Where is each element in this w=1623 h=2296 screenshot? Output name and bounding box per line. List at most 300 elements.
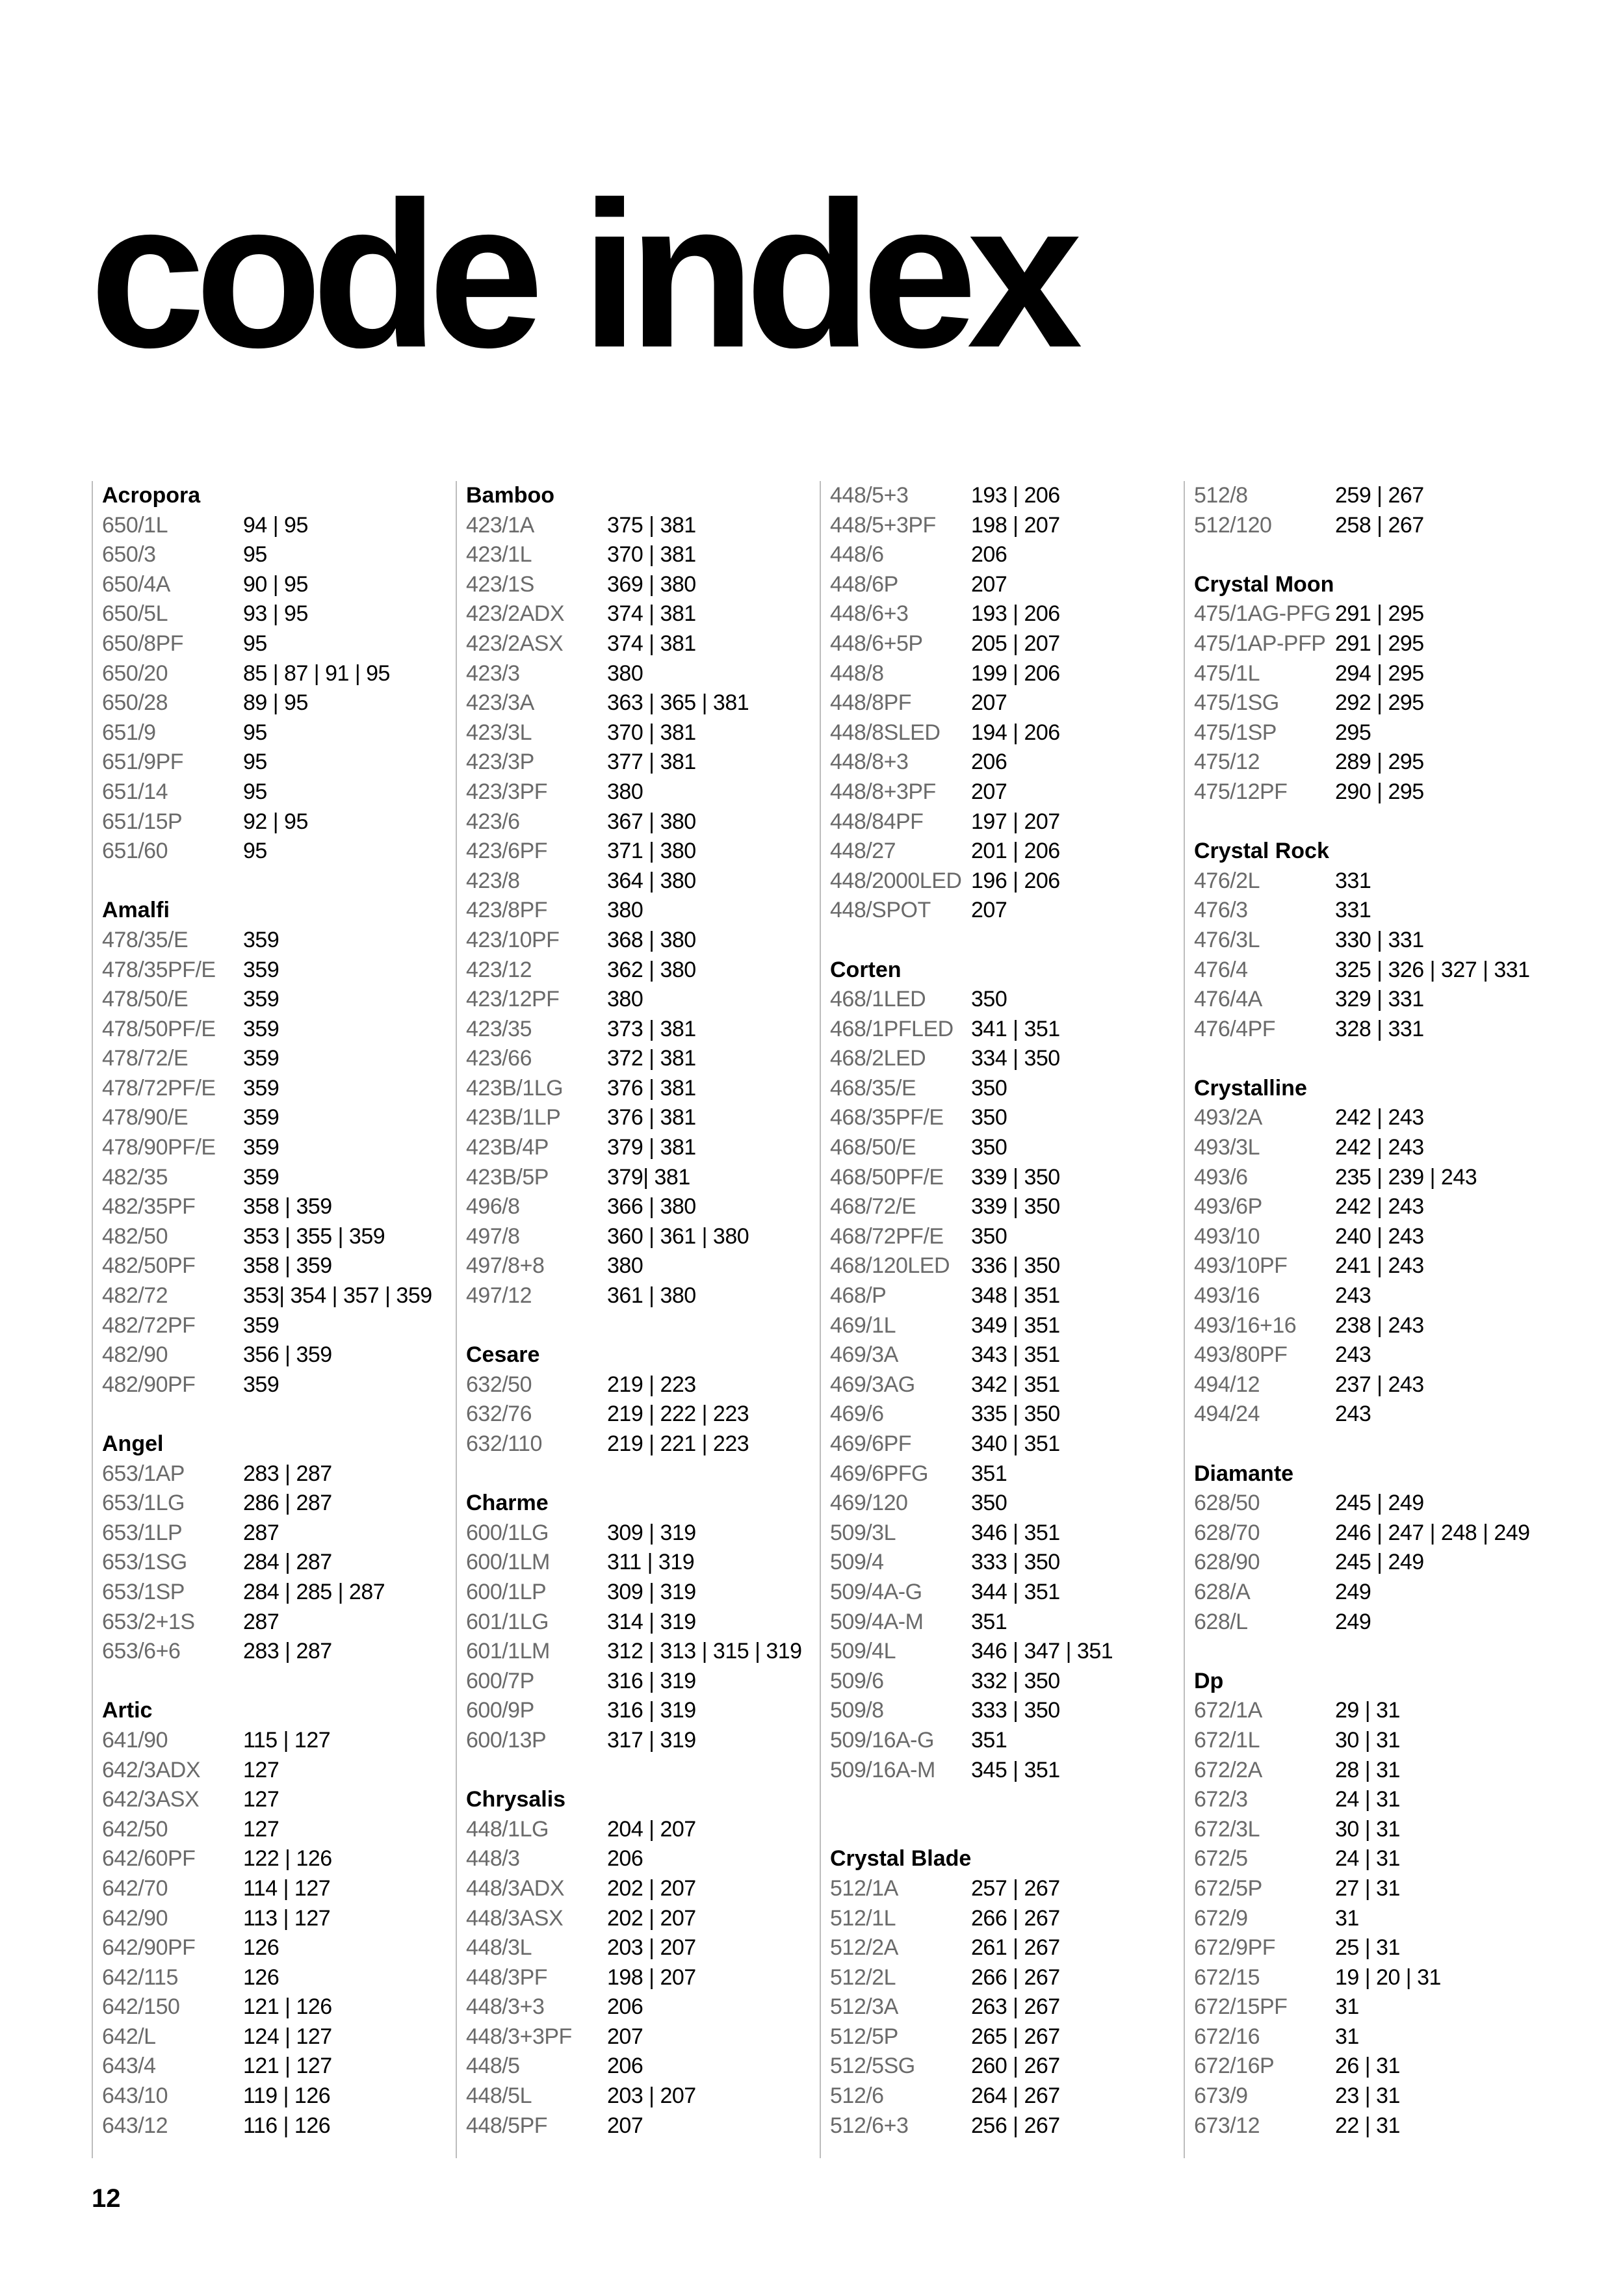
product-code: 468/50/E	[830, 1135, 916, 1160]
index-row	[102, 1163, 456, 1193]
page-references: 206	[607, 2054, 643, 2079]
page-references: 380	[607, 987, 643, 1012]
page-references: 24 | 31	[1335, 1787, 1400, 1812]
page-references: 351	[971, 1609, 1007, 1634]
index-row	[102, 1281, 456, 1311]
page-references: 358 | 359	[243, 1253, 332, 1279]
page-references: 370 | 381	[607, 542, 696, 567]
index-row	[1194, 629, 1548, 659]
product-code: 509/4A-G	[830, 1579, 922, 1604]
index-row	[1194, 718, 1548, 748]
product-code: 512/5SG	[830, 2054, 915, 2079]
index-row	[830, 2052, 1184, 2081]
page-references: 198 | 207	[971, 512, 1060, 538]
product-code: 448/8SLED	[830, 720, 941, 745]
product-code: 650/1L	[102, 512, 168, 538]
group-heading: Crystal Moon	[1194, 571, 1334, 597]
product-code: 448/3ASX	[466, 1905, 564, 1931]
product-code: 643/4	[102, 2054, 156, 2079]
product-code: 468/P	[830, 1283, 887, 1309]
page-references: 249	[1335, 1609, 1371, 1634]
index-row	[1194, 659, 1548, 689]
group-heading: Dp	[1194, 1668, 1224, 1693]
page-references: 380	[607, 1253, 643, 1279]
index-row	[466, 1874, 820, 1904]
product-code: 642/90	[102, 1905, 168, 1931]
page-references: 359	[243, 927, 279, 952]
index-row	[466, 1578, 820, 1608]
product-code: 423/6PF	[466, 839, 548, 864]
page-references: 283 | 287	[243, 1639, 332, 1664]
page-references: 127	[243, 1757, 279, 1782]
product-code: 423/8	[466, 868, 520, 893]
product-code: 423/1L	[466, 542, 532, 567]
product-code: 632/50	[466, 1372, 532, 1397]
page-references: 266 | 267	[971, 1964, 1060, 1990]
product-code: 509/8	[830, 1698, 884, 1723]
page-references: 344 | 351	[971, 1579, 1060, 1604]
product-code: 469/6PF	[830, 1431, 912, 1456]
page-references: 22 | 31	[1335, 2113, 1400, 2138]
product-code: 468/35/E	[830, 1075, 916, 1101]
product-code: 642/90PF	[102, 1935, 196, 1961]
product-code: 493/3L	[1194, 1135, 1260, 1160]
page-references: 89 | 95	[243, 690, 308, 716]
product-code: 482/90PF	[102, 1372, 196, 1397]
page-references: 92 | 95	[243, 809, 308, 834]
index-row	[830, 1163, 1184, 1193]
product-code: 673/9	[1194, 2083, 1248, 2109]
product-code: 632/110	[466, 1431, 542, 1456]
index-row	[1194, 1904, 1548, 1934]
product-code: 628/70	[1194, 1520, 1260, 1545]
index-row	[830, 1489, 1184, 1519]
index-row	[466, 2022, 820, 2052]
product-code: 672/9	[1194, 1905, 1248, 1931]
page-references: 119 | 126	[243, 2083, 331, 2109]
page-references: 359	[243, 987, 279, 1012]
page-references: 362 | 380	[607, 957, 696, 982]
index-group	[1194, 837, 1548, 1044]
page-references: 376 | 381	[607, 1075, 696, 1101]
index-row	[830, 481, 1184, 511]
group-heading: Acropora	[102, 483, 201, 508]
index-row	[830, 1281, 1184, 1311]
product-code: 672/3L	[1194, 1816, 1260, 1842]
index-row	[830, 985, 1184, 1015]
index-row	[830, 1429, 1184, 1459]
product-code: 423B/4P	[466, 1135, 549, 1160]
product-code: 601/1LG	[466, 1609, 549, 1634]
index-row	[466, 1963, 820, 1993]
page-references: 353 | 355 | 359	[243, 1223, 385, 1249]
page-references: 353| 354 | 357 | 359	[243, 1283, 432, 1309]
product-code: 448/2000LED	[830, 868, 962, 893]
page-references: 291 | 295	[1335, 631, 1424, 656]
product-code: 600/1LG	[466, 1520, 549, 1545]
product-code: 509/16A-G	[830, 1727, 934, 1753]
index-group	[830, 481, 1184, 926]
index-row	[102, 1578, 456, 1608]
index-row	[466, 1696, 820, 1726]
index-row	[830, 1726, 1184, 1756]
index-row	[102, 1608, 456, 1637]
product-code: 653/1AP	[102, 1461, 185, 1486]
product-code: 448/3L	[466, 1935, 532, 1961]
index-row	[466, 1933, 820, 1963]
index-row	[830, 1192, 1184, 1222]
page-references: 116 | 126	[243, 2113, 331, 2138]
product-code: 423/12PF	[466, 987, 560, 1012]
product-code: 423B/1LP	[466, 1105, 561, 1130]
page-references: 113 | 127	[243, 1905, 331, 1931]
index-column	[456, 481, 820, 2158]
page-references: 368 | 380	[607, 927, 696, 952]
index-row	[1194, 1015, 1548, 1045]
page-references: 339 | 350	[971, 1194, 1060, 1220]
page-references: 309 | 319	[607, 1579, 696, 1604]
product-code: 600/1LM	[466, 1550, 550, 1575]
page-references: 202 | 207	[607, 1905, 696, 1931]
page-references: 380	[607, 779, 643, 804]
product-code: 448/3+3	[466, 1994, 545, 2020]
product-code: 497/8+8	[466, 1253, 545, 1279]
index-row	[102, 1103, 456, 1133]
index-row	[830, 1340, 1184, 1370]
product-code: 469/3AG	[830, 1372, 915, 1397]
index-row	[102, 1074, 456, 1104]
index-row	[830, 1459, 1184, 1489]
product-code: 642/60PF	[102, 1846, 196, 1872]
product-code: 512/3A	[830, 1994, 898, 2020]
index-row	[466, 777, 820, 807]
index-row	[830, 1370, 1184, 1400]
product-code: 448/5PF	[466, 2113, 548, 2138]
product-code: 653/2+1S	[102, 1609, 195, 1634]
group-heading: Charme	[466, 1491, 549, 1516]
index-row	[466, 688, 820, 718]
index-row	[1194, 1815, 1548, 1845]
page-references: 376 | 381	[607, 1105, 696, 1130]
page-references: 316 | 319	[607, 1668, 696, 1693]
index-row	[830, 1044, 1184, 1074]
page-references: 207	[971, 898, 1007, 923]
product-code: 628/L	[1194, 1609, 1248, 1634]
index-row	[830, 1251, 1184, 1281]
index-row	[830, 1933, 1184, 1963]
page-references: 373 | 381	[607, 1016, 696, 1041]
index-row	[830, 1608, 1184, 1637]
page-references: 356 | 359	[243, 1342, 332, 1368]
page-references: 367 | 380	[607, 809, 696, 834]
page-references: 289 | 295	[1335, 750, 1424, 775]
product-code: 476/3L	[1194, 927, 1260, 952]
index-row	[466, 1251, 820, 1281]
product-code: 478/72/E	[102, 1046, 188, 1071]
index-group	[1194, 481, 1548, 540]
page-references: 206	[607, 1994, 643, 2020]
page-references: 207	[971, 779, 1007, 804]
index-row	[466, 629, 820, 659]
page-references: 219 | 221 | 223	[607, 1431, 749, 1456]
product-code: 475/1L	[1194, 660, 1260, 686]
index-row	[466, 1370, 820, 1400]
index-row	[466, 1163, 820, 1193]
product-code: 632/76	[466, 1402, 532, 1427]
page-references: 375 | 381	[607, 512, 696, 538]
page-references: 31	[1335, 2024, 1359, 2049]
index-row	[1194, 1933, 1548, 1963]
index-row	[102, 956, 456, 985]
index-row	[102, 1340, 456, 1370]
index-row	[830, 777, 1184, 807]
page-references: 243	[1335, 1283, 1371, 1309]
index-row	[1194, 896, 1548, 926]
group-heading: Cesare	[466, 1342, 540, 1368]
product-code: 672/5P	[1194, 1875, 1262, 1901]
index-row	[466, 956, 820, 985]
index-row	[466, 1548, 820, 1578]
page-references: 207	[607, 2024, 643, 2049]
index-columns	[92, 481, 1548, 2158]
index-row	[466, 1904, 820, 1934]
product-code: 423/3	[466, 660, 520, 686]
page-title: code index	[90, 158, 1072, 391]
index-row	[466, 1815, 820, 1845]
page-references: 369 | 380	[607, 571, 696, 597]
index-row	[830, 2081, 1184, 2111]
index-row	[102, 985, 456, 1015]
page-references: 361 | 380	[607, 1283, 696, 1309]
index-row	[102, 688, 456, 718]
index-group	[466, 1785, 820, 2141]
index-row	[102, 1756, 456, 1786]
product-code: 423/3A	[466, 690, 534, 716]
page-references: 115 | 127	[243, 1727, 331, 1753]
index-row	[466, 896, 820, 926]
index-row	[102, 1222, 456, 1252]
product-code: 672/5	[1194, 1846, 1248, 1872]
product-code: 469/3A	[830, 1342, 898, 1368]
index-row	[102, 1785, 456, 1815]
index-group	[102, 896, 456, 1400]
index-row	[830, 540, 1184, 570]
page-references: 127	[243, 1816, 279, 1842]
page-references: 256 | 267	[971, 2113, 1060, 2138]
page-references: 360 | 361 | 380	[607, 1223, 749, 1249]
group-heading: Chrysalis	[466, 1787, 566, 1812]
group-heading: Angel	[102, 1431, 164, 1456]
index-group	[1194, 1667, 1548, 2141]
product-code: 448/8	[830, 660, 884, 686]
index-row	[102, 599, 456, 629]
index-row	[1194, 2052, 1548, 2081]
index-row	[830, 1015, 1184, 1045]
product-code: 423B/5P	[466, 1164, 549, 1190]
index-group	[830, 1844, 1184, 2141]
page-references: 328 | 331	[1335, 1016, 1424, 1041]
product-code: 469/1L	[830, 1312, 896, 1338]
index-row	[1194, 1281, 1548, 1311]
product-code: 475/1AG-PFG	[1194, 601, 1331, 627]
page-references: 31	[1335, 1905, 1359, 1931]
product-code: 423B/1LG	[466, 1075, 564, 1101]
product-code: 600/1LP	[466, 1579, 547, 1604]
product-code: 448/5L	[466, 2083, 532, 2109]
page-references: 26 | 31	[1335, 2054, 1400, 2079]
page-references: 95	[243, 720, 267, 745]
product-code: 478/72PF/E	[102, 1075, 216, 1101]
index-row	[830, 1133, 1184, 1163]
index-row	[102, 1015, 456, 1045]
product-code: 642/L	[102, 2024, 156, 2049]
index-row	[830, 807, 1184, 837]
page-references: 205 | 207	[971, 631, 1060, 656]
index-row	[102, 718, 456, 748]
index-row	[466, 837, 820, 867]
index-row	[102, 1637, 456, 1667]
group-heading: Corten	[830, 957, 902, 982]
index-row	[102, 926, 456, 956]
index-row	[1194, 1133, 1548, 1163]
index-row	[1194, 748, 1548, 777]
page-references: 346 | 351	[971, 1520, 1060, 1545]
page-references: 287	[243, 1609, 279, 1634]
product-code: 651/15P	[102, 809, 183, 834]
index-row	[102, 540, 456, 570]
page-references: 114 | 127	[243, 1875, 331, 1901]
index-row	[102, 1815, 456, 1845]
product-code: 509/6	[830, 1668, 884, 1693]
product-code: 512/1L	[830, 1905, 896, 1931]
product-code: 448/6+3	[830, 601, 909, 627]
index-row	[1194, 1489, 1548, 1519]
page-references: 25 | 31	[1335, 1935, 1400, 1961]
index-row	[1194, 1103, 1548, 1133]
index-row	[102, 2022, 456, 2052]
index-group	[1194, 1459, 1548, 1637]
page-references: 350	[971, 1135, 1007, 1160]
product-code: 448/8PF	[830, 690, 912, 716]
page-references: 359	[243, 1135, 279, 1160]
product-code: 601/1LM	[466, 1639, 550, 1664]
product-code: 448/3	[466, 1846, 520, 1872]
index-row	[830, 748, 1184, 777]
page-references: 351	[971, 1727, 1007, 1753]
product-code: 672/1L	[1194, 1727, 1260, 1753]
product-code: 653/6+6	[102, 1639, 181, 1664]
page-references: 126	[243, 1935, 279, 1961]
group-heading: Crystalline	[1194, 1075, 1307, 1101]
index-group	[466, 481, 820, 1311]
product-code: 653/1LG	[102, 1491, 185, 1516]
product-code: 469/6	[830, 1402, 884, 1427]
page-references: 29 | 31	[1335, 1698, 1400, 1723]
index-row	[466, 511, 820, 541]
index-row	[830, 896, 1184, 926]
page-references: 359	[243, 1312, 279, 1338]
index-row	[830, 1756, 1184, 1786]
page-references: 23 | 31	[1335, 2083, 1400, 2109]
index-row	[1194, 1163, 1548, 1193]
page-references: 341 | 351	[971, 1016, 1060, 1041]
product-code: 476/3	[1194, 898, 1248, 923]
index-row	[1194, 1696, 1548, 1726]
product-code: 628/50	[1194, 1491, 1260, 1516]
index-row	[102, 777, 456, 807]
product-code: 642/50	[102, 1816, 168, 1842]
product-code: 468/120LED	[830, 1253, 950, 1279]
index-row	[1194, 777, 1548, 807]
product-code: 672/16	[1194, 2024, 1260, 2049]
product-code: 478/35PF/E	[102, 957, 216, 982]
index-row	[1194, 1726, 1548, 1756]
page-references: 333 | 350	[971, 1698, 1060, 1723]
page-references: 309 | 319	[607, 1520, 696, 1545]
product-code: 468/2LED	[830, 1046, 926, 1071]
product-code: 478/50PF/E	[102, 1016, 216, 1041]
page-references: 121 | 127	[243, 2054, 332, 2079]
product-code: 448/3ADX	[466, 1875, 564, 1901]
product-code: 642/3ASX	[102, 1787, 200, 1812]
index-row	[102, 570, 456, 600]
index-row	[102, 1874, 456, 1904]
product-code: 512/6	[830, 2083, 884, 2109]
product-code: 642/70	[102, 1875, 168, 1901]
page-references: 95	[243, 839, 267, 864]
index-row	[102, 659, 456, 689]
page-references: 371 | 380	[607, 839, 696, 864]
product-code: 493/2A	[1194, 1105, 1262, 1130]
page-references: 317 | 319	[607, 1727, 696, 1753]
index-row	[102, 2111, 456, 2141]
page-references: 339 | 350	[971, 1164, 1060, 1190]
page-references: 206	[971, 750, 1007, 775]
index-row	[102, 1844, 456, 1874]
product-code: 476/4	[1194, 957, 1248, 982]
page-references: 198 | 207	[607, 1964, 696, 1990]
product-code: 600/13P	[466, 1727, 547, 1753]
page-references: 206	[607, 1846, 643, 1872]
page-references: 359	[243, 957, 279, 982]
product-code: 448/5+3	[830, 483, 909, 508]
page-references: 258 | 267	[1335, 512, 1424, 538]
page-references: 292 | 295	[1335, 690, 1424, 716]
index-row	[466, 1133, 820, 1163]
page-references: 95	[243, 750, 267, 775]
index-column	[1184, 481, 1548, 2158]
page-references: 374 | 381	[607, 601, 696, 627]
page-references: 242 | 243	[1335, 1105, 1424, 1130]
index-row	[466, 1608, 820, 1637]
page-references: 380	[607, 898, 643, 923]
index-group	[1194, 1074, 1548, 1429]
product-code: 423/12	[466, 957, 532, 982]
index-row	[830, 570, 1184, 600]
product-code: 643/12	[102, 2113, 168, 2138]
page-references: 196 | 206	[971, 868, 1060, 893]
product-code: 672/2A	[1194, 1757, 1262, 1782]
index-row	[102, 1963, 456, 1993]
index-row	[466, 1992, 820, 2022]
page-references: 351	[971, 1461, 1007, 1486]
page-references: 237 | 243	[1335, 1372, 1424, 1397]
page-references: 380	[607, 660, 643, 686]
page-references: 19 | 20 | 31	[1335, 1964, 1441, 1990]
page-references: 333 | 350	[971, 1550, 1060, 1575]
page-references: 95	[243, 542, 267, 567]
product-code: 494/12	[1194, 1372, 1260, 1397]
